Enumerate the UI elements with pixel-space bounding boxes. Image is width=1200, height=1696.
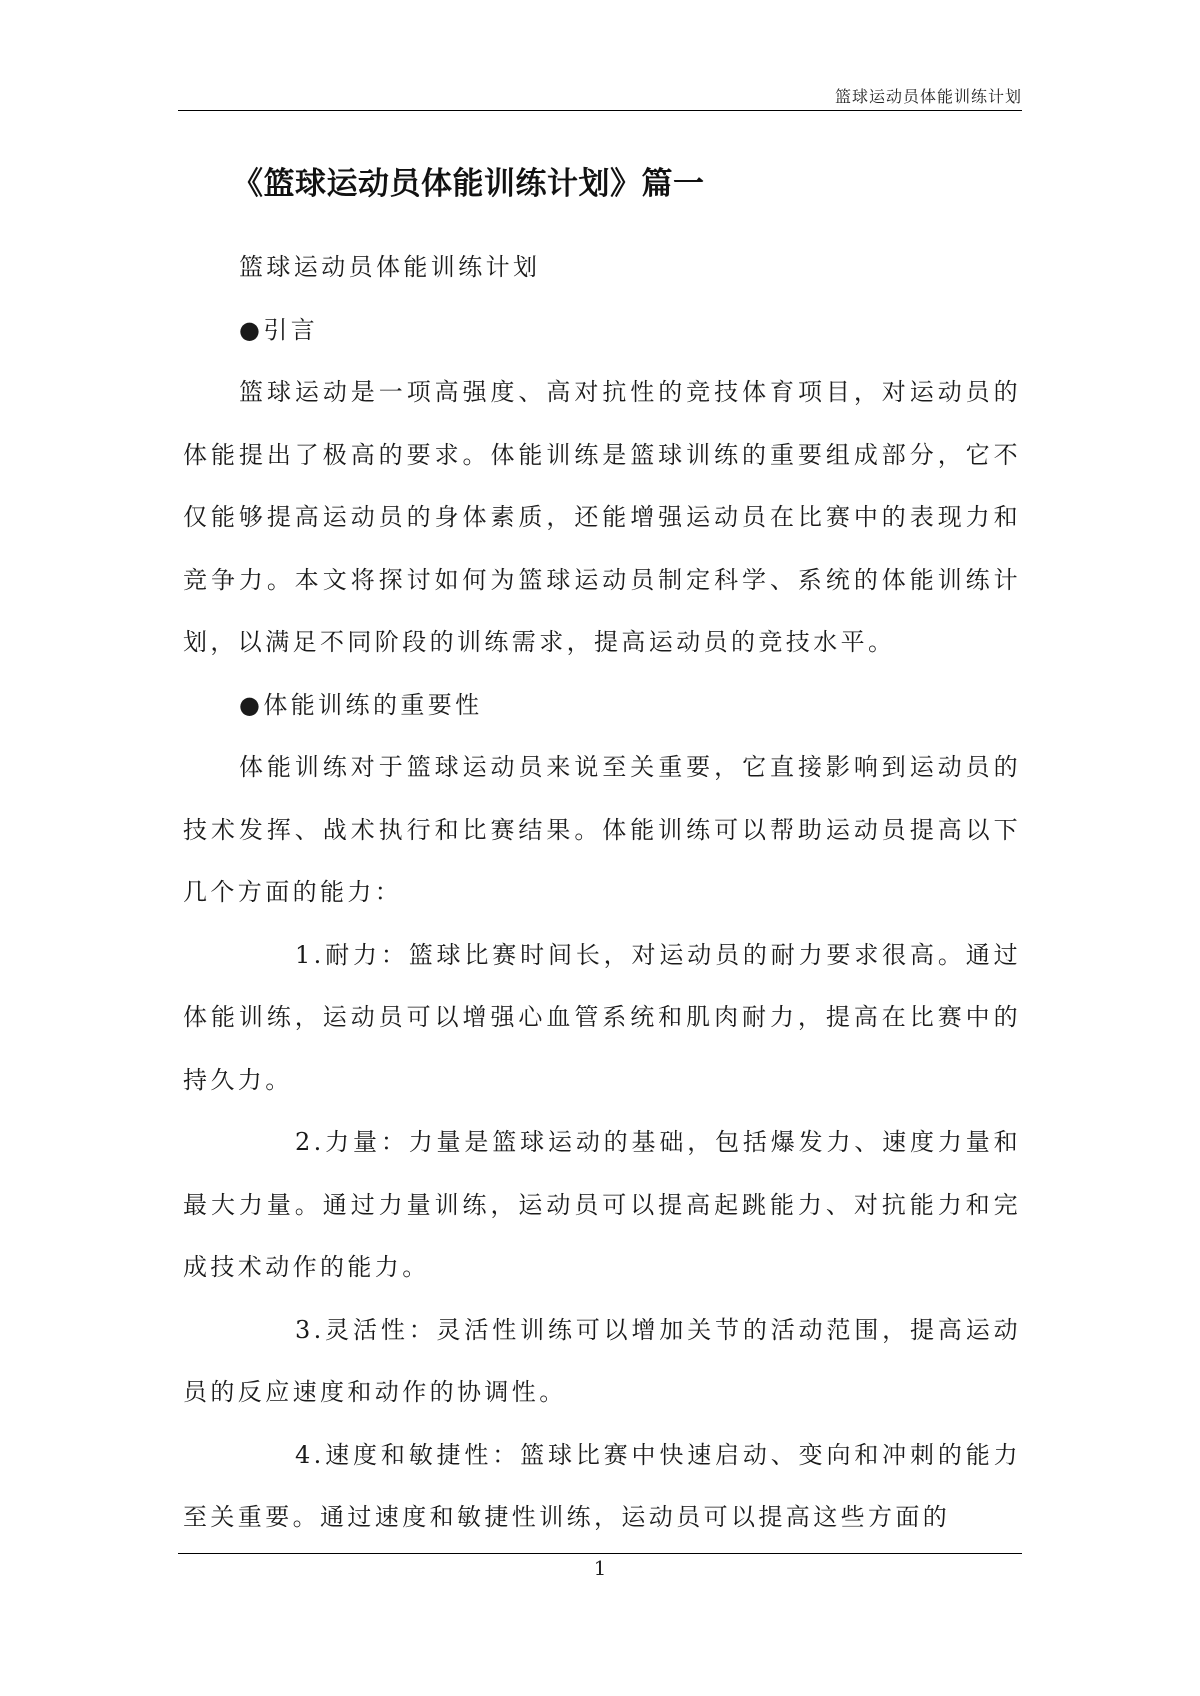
section-heading-intro: ●引言	[239, 315, 319, 344]
list-item-strength: 2.力量：力量是篮球运动的基础，包括爆发力、速度力量和最大力量。通过力量训练，运动员可以提高起跳能力、对抗能力和完成技术动作的能力。	[183, 1128, 1021, 1281]
document-body	[183, 236, 1021, 1549]
list-item-speed-agility: 4.速度和敏捷性：篮球比赛中快速启动、变向和冲刺的能力至关重要。通过速度和敏捷性训练，运动员可以提高这些方面的	[183, 1440, 1021, 1531]
running-title: 篮球运动员体能训练计划	[834, 87, 1022, 106]
page-footer-rule	[178, 1553, 1022, 1554]
list-item-flexibility: 3.灵活性：灵活性训练可以增加关节的活动范围，提高运动员的反应速度和动作的协调性。	[183, 1315, 1021, 1406]
page-number: 1	[593, 1556, 607, 1580]
document-title: 《篮球运动员体能训练计划》篇一	[232, 166, 705, 202]
page-header	[178, 84, 1022, 111]
subtitle-paragraph: 篮球运动员体能训练计划	[239, 253, 541, 281]
list-item-endurance: 1.耐力：篮球比赛时间长，对运动员的耐力要求很高。通过体能训练，运动员可以增强心血管系统和肌肉耐力，提高在比赛中的持久力。	[183, 940, 1021, 1094]
section-heading-importance: ●体能训练的重要性	[239, 690, 483, 719]
intro-paragraph: 篮球运动是一项高强度、高对抗性的竞技体育项目，对运动员的体能提出了极高的要求。体能训练是篮球训练的重要组成部分，它不仅能够提高运动员的身体素质，还能增强运动员在比赛中的表现力和竞争力。本文将探讨如何为篮球运动员制定科学、系统的体能训练计划，以满足不同阶段的训练需求，提高运动员的竞技水平。	[183, 378, 1021, 656]
importance-paragraph: 体能训练对于篮球运动员来说至关重要，它直接影响到运动员的技术发挥、战术执行和比赛结果。体能训练可以帮助运动员提高以下几个方面的能力：	[183, 753, 1021, 906]
